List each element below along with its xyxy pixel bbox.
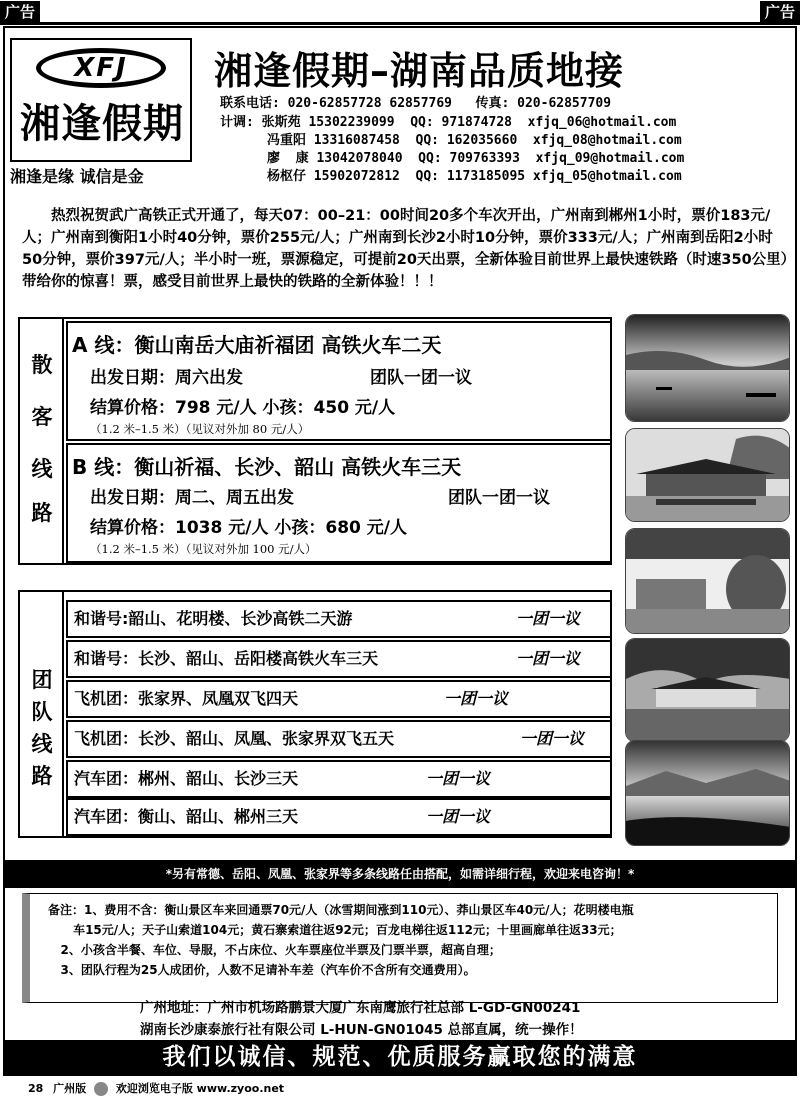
route-b-note: （1.2 米–1.5 米）（见议对外加 100 元/人）: [90, 542, 317, 556]
label-char: 线: [31, 732, 53, 756]
group-route-deal: 一团一议: [444, 689, 509, 708]
note-line: 备注：1、费用不含：衡山景区车来回通票70元/人（冰雪期间涨到110元）、莽山景区车40元/人；花明楼电瓶: [48, 903, 634, 917]
scattered-routes-box: [18, 317, 612, 565]
hunan-address: 湖南长沙康泰旅行社有限公司 L-HUN-GN01045 总部直属，统一操作！: [140, 1022, 583, 1038]
contact-row: 计调: 张斯苑 15302239099 QQ: 971874728 xfjq_06@hotmail.com: [220, 115, 677, 130]
top-rule: [0, 0, 800, 25]
route-b-group: 团队一团一议: [448, 488, 550, 508]
temple-photo: [625, 428, 790, 522]
footer-text: 欢迎浏览电子版 www.zyoo.net: [115, 1082, 285, 1095]
group-route-row: [66, 640, 612, 678]
edition-label: 广州版: [53, 1082, 87, 1095]
mountain-clouds-photo: [625, 740, 790, 846]
page-title: 湘逢假期–湖南品质地接: [214, 49, 625, 93]
note-line: 2、小孩含半餐、车位、导服，不占床位、火车票座位半票及门票半票，超高自理；: [48, 943, 501, 957]
group-route-deal: 一团一议: [426, 807, 491, 826]
guangzhou-address: 广州地址：广州市机场路鹏景大厦广东南鹰旅行社总部 L-GD-GN00241: [140, 1000, 581, 1016]
label-char: 队: [31, 700, 53, 724]
route-b-price: 结算价格：1038 元/人 小孩：680 元/人: [90, 518, 407, 538]
ad-label-right: 广告: [760, 1, 800, 23]
label-char: 路: [31, 764, 53, 788]
group-route-name: 飞机团：长沙、韶山、凤凰、张家界双飞五天: [74, 729, 395, 748]
note-line: 3、团队行程为25人成团价，人数不足请补车差（汽车价不含所有交通费用）。: [48, 963, 476, 977]
logo-name: 湘逢假期: [20, 100, 184, 147]
note-line: 车15元/人；天子山索道104元；黄石寨索道往返92元；百龙电梯往返112元；十里画廊单往返33元；: [48, 923, 622, 937]
bottom-slogan: 我们以诚信、规范、优质服务赢取您的满意: [4, 1040, 796, 1074]
group-route-row: [66, 760, 612, 798]
label-char: 线: [31, 457, 53, 481]
group-route-deal: 一团一议: [426, 769, 491, 788]
group-route-deal: 一团一议: [516, 609, 581, 628]
logo-slogan: 湘逢是缘 诚信是金: [10, 167, 144, 186]
group-route-name: 飞机团：张家界、凤凰双飞四天: [74, 689, 299, 708]
route-b-date: 出发日期：周二、周五出发: [90, 488, 294, 508]
group-route-deal: 一团一议: [516, 649, 581, 668]
contact-phone: 联系电话: 020-62857728 62857769 传真: 020-62857709: [220, 96, 612, 111]
group-route-name: 和谐号:韶山、花明楼、长沙高铁二天游: [74, 609, 353, 628]
logo-emblem: XFJ: [36, 48, 166, 88]
stone-monument-photo: [625, 528, 790, 634]
contact-row: 杨枢仔 15902072812 QQ: 1173185095 xfjq_05@hotmail.com: [220, 169, 682, 184]
lake-boats-photo: [625, 314, 790, 422]
group-route-row: [66, 600, 612, 638]
route-a-group: 团队一团一议: [370, 368, 472, 388]
group-route-name: 和谐号：长沙、韶山、岳阳楼高铁火车三天: [74, 649, 379, 668]
label-char: 路: [31, 501, 53, 525]
label-char: 客: [31, 405, 53, 429]
group-route-name: 汽车团：郴州、韶山、长沙三天: [74, 769, 299, 788]
label-char: 团: [31, 668, 53, 692]
group-routes-box: [18, 590, 612, 838]
group-route-row: [66, 798, 612, 836]
group-label: [20, 592, 64, 836]
group-route-row: [66, 680, 612, 718]
footer: [28, 1080, 284, 1096]
label-char: 散: [31, 353, 53, 377]
route-a-date: 出发日期：周六出发: [90, 368, 243, 388]
village-house-photo: [625, 638, 790, 742]
group-route-row: [66, 720, 612, 758]
notice-banner: *另有常德、岳阳、凤凰、张家界等多条线路任由搭配，如需详细行程，欢迎来电咨询！*: [4, 860, 796, 888]
scattered-label: [20, 319, 64, 563]
route-a-price: 结算价格：798 元/人 小孩：450 元/人: [90, 398, 396, 418]
page-number: 28: [28, 1082, 44, 1095]
route-a: [66, 321, 612, 441]
route-b-title: B 线：衡山祈福、长沙、韶山 高铁火车三天: [72, 455, 462, 479]
contact-row: 廖 康 13042078040 QQ: 709763393 xfjq_09@hotmail.com: [220, 151, 685, 166]
group-route-deal: 一团一议: [520, 729, 585, 748]
edition-logo-icon: [94, 1082, 108, 1096]
contact-row: 冯重阳 13316087458 QQ: 162035660 xfjq_08@hotmail.com: [220, 133, 682, 148]
route-a-note: （1.2 米–1.5 米）（见议对外加 80 元/人）: [90, 422, 310, 436]
route-b: [66, 443, 612, 563]
notes-box: [22, 893, 778, 1003]
ad-label-left: 广告: [0, 1, 40, 23]
group-route-name: 汽车团：衡山、韶山、郴州三天: [74, 807, 299, 826]
intro-paragraph: 热烈祝贺武广高铁正式开通了，每天07：00–21：00时间20多个车次开出，广州南到郴州1小时，票价183元/人；广州南到衡阳1小时40分钟，票价255元/人；广州南到长沙2小时10分钟，票价333元/人；广州南到岳阳2小时50分钟，票价397元/人；半小时一班，票源稳定，可提前20天出票，全新体验目前世界上最快速铁路（时速350公里）带给你的惊喜！票，感受目前世界上最快的铁路的全新体验！！！: [22, 208, 788, 290]
company-logo: [10, 38, 192, 162]
route-a-title: A 线：衡山南岳大庙祈福团 高铁火车二天: [72, 333, 442, 357]
